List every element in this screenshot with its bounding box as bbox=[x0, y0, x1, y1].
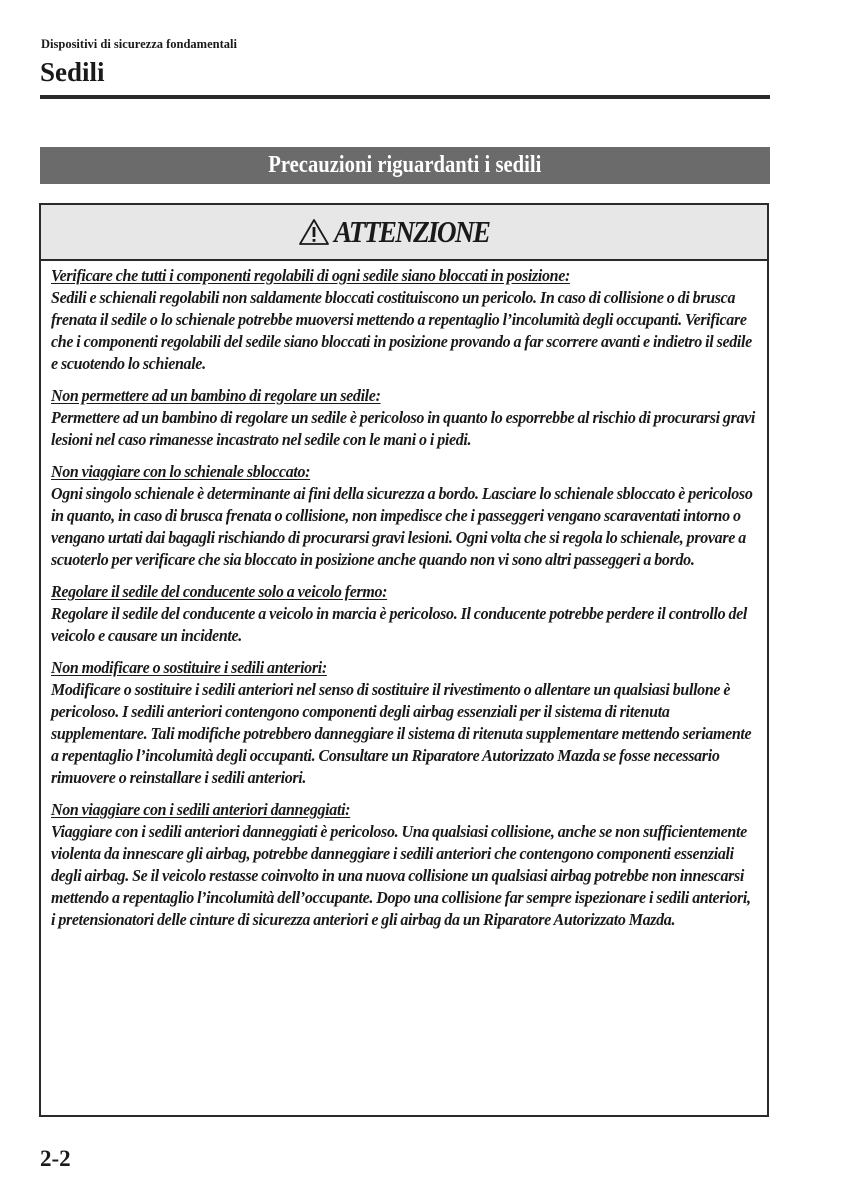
warning-item-heading: Non permettere ad un bambino di regolare un sedile: bbox=[51, 386, 381, 405]
warning-item bbox=[51, 657, 757, 789]
warning-item-heading: Non viaggiare con i sedili anteriori danneggiati: bbox=[51, 800, 351, 819]
warning-item-heading: Non modificare o sostituire i sedili anteriori: bbox=[51, 658, 327, 677]
warning-item-text: Regolare il sedile del conducente a veicolo in marcia è pericoloso. Il conducente potrebbe perdere il controllo del veicolo e causare un incidente. bbox=[51, 604, 748, 645]
warning-item-text: Viaggiare con i sedili anteriori danneggiati è pericoloso. Una qualsiasi collisione, anche se non sufficientemente violenta da innescare gli airbag, potrebbe danneggiare i sedili anteriori che contengono componenti essenziali degli airbag. Se il veicolo restasse coinvolto in una nuova collisione un qualsiasi airbag potrebbe non innescarsi mettendo a repentaglio l’incolumità dell’occupante. Dopo una collisione far sempre ispezionare i sedili anteriori, i pretensionatori delle cinture di sicurezza anteriori e gli airbag da un Riparatore Autorizzato Mazda. bbox=[51, 822, 751, 929]
warning-header bbox=[41, 205, 767, 261]
warning-item-text: Permettere ad un bambino di regolare un sedile è pericoloso in quanto lo esporrebbe al rischio di procurarsi gravi lesioni nel caso rimanesse incastrato nel sedile con le mani o i piedi. bbox=[51, 408, 756, 449]
warning-item bbox=[51, 581, 757, 647]
page-number: 2-2 bbox=[40, 1146, 71, 1171]
warning-item bbox=[51, 461, 757, 571]
warning-item-text: Modificare o sostituire i sedili anteriori nel senso di sostituire il rivestimento o allentare un qualsiasi bullone è pericoloso. I sedili anteriori contengono componenti degli airbag essenziali per il sistema di ritenuta supplementare. Tali modifiche potrebbero danneggiare il sistema di ritenuta supplementare mettendo seriamente a repentaglio l’incolumità degli occupanti. Consultare un Riparatore Autorizzato Mazda se fosse necessario rimuovere o reinstallare i sedili anteriori. bbox=[51, 680, 752, 787]
warning-item bbox=[51, 385, 757, 451]
warning-title: ATTENZIONE bbox=[333, 214, 490, 249]
warning-item-heading: Verificare che tutti i componenti regolabili di ogni sedile siano bloccati in posizione: bbox=[51, 266, 571, 285]
warning-body bbox=[41, 261, 767, 931]
warning-item-heading: Non viaggiare con lo schienale sbloccato: bbox=[51, 462, 311, 481]
warning-item-text: Ogni singolo schienale è determinante ai fini della sicurezza a bordo. Lasciare lo schienale sbloccato è pericoloso in quanto, in caso di brusca frenata o collisione, non impedisce che i passeggeri vengano scaraventati intorno o vengano urtati dai bagagli rischiando di procurarsi gravi lesioni. Ogni volta che si regola lo schienale, provare a scuoterlo per verificare che sia bloccato in posizione anche quando non vi sono altri passeggeri a bordo. bbox=[51, 484, 753, 569]
subheading-bar bbox=[40, 147, 770, 184]
title-divider bbox=[40, 95, 770, 99]
section-label: Dispositivi di sicurezza fondamentali bbox=[41, 37, 237, 51]
warning-item-heading: Regolare il sedile del conducente solo a veicolo fermo: bbox=[51, 582, 388, 601]
warning-item-text: Sedili e schienali regolabili non saldamente bloccati costituiscono un pericolo. In caso di collisione o di brusca frenata il sedile o lo schienale potrebbe muoversi mettendo a repentaglio l’incolumità degli occupanti. Verificare che i componenti regolabili del sedile siano bloccati in posizione provando a far scorrere avanti e indietro il sedile e scuotendo lo schienale. bbox=[51, 288, 752, 373]
subheading-text: Precauzioni riguardanti i sedili bbox=[268, 152, 542, 178]
page-title: Sedili bbox=[40, 57, 105, 87]
warning-box bbox=[39, 203, 769, 1117]
warning-item bbox=[51, 265, 757, 375]
warning-item bbox=[51, 799, 757, 931]
warning-triangle-icon bbox=[298, 218, 330, 246]
